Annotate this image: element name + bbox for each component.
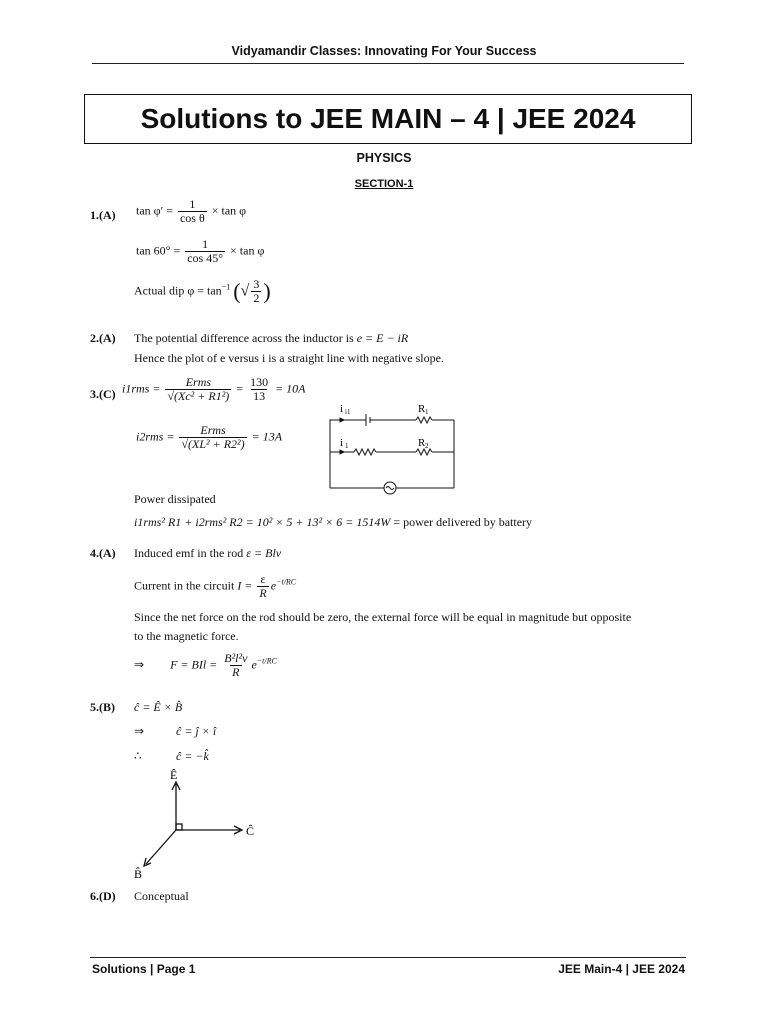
q3-equation-1	[122, 376, 306, 403]
q2-line-2: Hence the plot of e versus i is a straight line with negative slope.	[134, 351, 444, 365]
q4-eq-fraction	[222, 652, 249, 679]
q4-line1-text: Induced emf in the rod	[134, 546, 244, 560]
q3-i1-value-den: 13	[253, 389, 266, 403]
page-title: Solutions to JEE MAIN – 4 | JEE 2024	[84, 94, 692, 144]
q1-eq3-fraction	[251, 278, 261, 305]
q1-eq1-fraction	[178, 198, 207, 225]
q3-i2-lhs: i2rms =	[136, 429, 175, 444]
q1-eq3-lhs: Actual dip φ = tan	[134, 283, 222, 298]
q4-line2-exp: e	[270, 578, 277, 593]
label-i1-bottom: i	[340, 437, 344, 449]
question-1-number: 1.(A)	[90, 208, 116, 222]
q1-eq2-numerator: 1	[202, 237, 209, 251]
q3-circuit-diagram	[326, 400, 458, 496]
q5-therefore: ∴	[134, 749, 142, 763]
resistor-r2	[416, 449, 432, 455]
q1-eq3-denominator: 2	[253, 291, 260, 305]
label-r2-sub: 2	[425, 442, 429, 450]
label-r2: R	[418, 437, 426, 449]
q4-eq-exp: e	[251, 657, 257, 672]
q3-i1-numerator: Erms	[185, 375, 212, 389]
q3-i1-equals: =	[236, 381, 244, 396]
right-angle-marker	[176, 824, 182, 830]
q1-eq2-fraction	[185, 238, 225, 265]
q4-equation	[134, 652, 277, 679]
axis-c-label: Ĉ	[246, 824, 255, 838]
capacitor-reactance-element	[354, 449, 376, 455]
axis-b-line	[146, 830, 176, 864]
q2-line1-text: The potential difference across the inductor is	[134, 331, 354, 345]
q1-eq2-rhs: × tan φ	[230, 243, 265, 258]
q1-eq3-numerator: 3	[253, 277, 260, 291]
q3-power-line	[134, 515, 532, 530]
question-6-number: 6.(D)	[90, 889, 116, 903]
q4-line2-denominator: R	[259, 586, 267, 600]
q1-eq2-lhs: tan 60° =	[136, 243, 181, 258]
q3-i2-rhs: = 13A	[251, 429, 283, 444]
question-5-number: 5.(B)	[90, 700, 115, 714]
institute-header: Vidyamandir Classes: Innovating For Your Success	[231, 44, 537, 58]
q4-line-1	[134, 546, 281, 561]
current-arrow-top	[340, 418, 344, 422]
q1-eq1-rhs: × tan φ	[211, 203, 247, 218]
q3-i1-value-num: 130	[250, 375, 269, 389]
q4-eq-lhs: F = BIl =	[170, 657, 218, 672]
q1-eq2-denominator: cos 45°	[187, 251, 224, 265]
q3-i2-denominator: √(XL² + R2²)	[181, 437, 245, 451]
section-label: SECTION-1	[354, 178, 414, 190]
q4-line-3: Since the net force on the rod should be zero, the external force will be equal in magnitude but opposite	[134, 610, 632, 624]
footer-right: JEE Main-4 | JEE 2024	[558, 962, 685, 976]
label-i1-bottom-sub: 1	[345, 442, 349, 450]
q3-i1-lhs: i1rms =	[122, 381, 161, 396]
q3-i1-denominator: √(Xc² + R1²)	[167, 389, 230, 403]
current-arrow-middle	[340, 450, 344, 454]
q1-eq1-lhs: tan φ′ =	[136, 203, 173, 218]
q4-eq-numerator: B²l²v	[224, 651, 248, 665]
q4-eq-denominator: R	[232, 665, 240, 679]
q5-axes-diagram	[136, 768, 262, 880]
section-heading	[0, 178, 768, 190]
q3-i1-rhs: = 10A	[275, 381, 306, 396]
q5-arrow: ⇒	[134, 724, 145, 738]
resistor-r1	[416, 417, 432, 423]
subject-heading: PHYSICS	[356, 151, 412, 165]
q4-line2-sup: −t/RC	[276, 577, 297, 587]
q4-line1-equation: ε = Blv	[246, 546, 282, 560]
q1-eq1-numerator: 1	[189, 197, 196, 211]
q2-line-1	[134, 331, 408, 346]
q4-line2-lhs: I =	[237, 578, 253, 593]
q4-line-2	[134, 573, 296, 600]
question-3-number: 3.(C)	[90, 387, 116, 401]
q1-equation-2	[136, 238, 264, 265]
q5-equation-3: ĉ = −k̂	[176, 749, 209, 763]
footer-divider	[90, 957, 686, 958]
q1-equation-3: Actual dip $\varphi = \tan^{-1}$ (√ $\frac{3}{2}$ )	[134, 277, 271, 305]
q3-i1-fraction	[165, 376, 231, 403]
footer-left: Solutions | Page 1	[92, 962, 196, 976]
q1-eq3-sup: −1	[221, 282, 231, 292]
header-divider	[92, 63, 684, 64]
axis-b-label: B̂	[134, 867, 143, 881]
q3-power-label: Power dissipated	[134, 492, 216, 506]
circuit-top-wire-left	[330, 420, 366, 422]
q4-line2-fraction	[257, 573, 268, 600]
label-r1-sub: 1	[425, 408, 429, 416]
q4-eq-sup: −t/RC	[256, 656, 277, 666]
q6-text: Conceptual	[134, 889, 189, 903]
question-4-number: 4.(A)	[90, 546, 116, 560]
q3-equation-2	[136, 424, 282, 451]
q4-arrow: ⇒	[134, 657, 145, 672]
q3-i2-fraction	[179, 424, 246, 451]
q1-equation-1	[136, 198, 246, 225]
q4-line2-text: Current in the circuit	[134, 578, 235, 593]
q3-power-tail: = power delivered by battery	[393, 515, 533, 529]
q4-line2-numerator: ε	[260, 572, 266, 586]
q3-i1-value-fraction	[248, 376, 270, 403]
q1-eq1-denominator: cos θ	[179, 211, 205, 225]
q4-line-4: to the magnetic force.	[134, 629, 239, 643]
q3-power-equation: i1rms² R1 + i2rms² R2 = 10² × 5 + 13² × 6 = 1514W	[134, 515, 391, 529]
question-2-number: 2.(A)	[90, 331, 116, 345]
label-r1: R	[418, 403, 426, 415]
q3-i2-numerator: Erms	[200, 423, 226, 437]
q5-equation-1: ĉ = Ê × B̂	[134, 700, 183, 714]
axis-e-label: Ê	[170, 768, 178, 782]
label-i1-top: i	[340, 403, 344, 415]
q5-equation-2: ĉ = ĵ × î	[176, 724, 217, 738]
q2-line1-equation: e = E − iR	[356, 331, 409, 345]
label-i1-top-sub: i1	[345, 408, 351, 416]
